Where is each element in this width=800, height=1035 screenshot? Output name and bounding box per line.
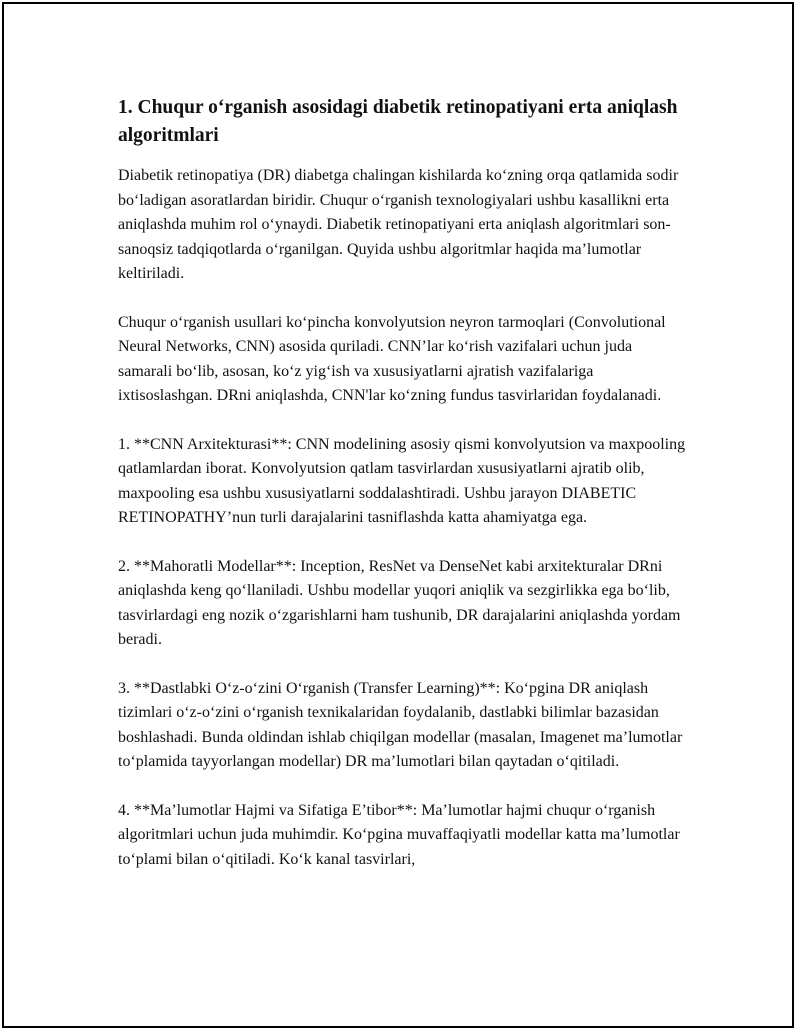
list-item-cnn-architecture: 1. **CNN Arxitekturasi**: CNN modelining asosiy qismi konvolyutsion va maxpooling qatlamlardan iborat. Konvolyutsion qatlam tasvirlardan xususiyatlarni ajratib olib, maxpooling esa ushbu xususiyatlarni soddalashtiradi. Ushbu jarayon DIABETIC RETINOPATHY’nun turli darajalarini tasniflashda katta ahamiyatga ega. bbox=[118, 435, 686, 526]
paragraph-cnn-overview: Chuqur o‘rganish usullari ko‘pincha konvolyutsion neyron tarmoqlari (Convolutional Neural Networks, CNN) asosida quriladi. CNN’lar ko‘rish vazifalari uchun juda samarali bo‘lib, asosan, ko‘z yig‘ish va xususiyatlarni ajratish vazifalariga ixtisoslashgan. DRni aniqlashda, CNN'lar ko‘zning fundus tasvirlaridan foydalanadi. bbox=[118, 313, 666, 404]
list-item-models: 2. **Mahoratli Modellar**: Inception, ResNet va DenseNet kabi arxitekturalar DRni aniqlashda keng qo‘llaniladi. Ushbu modellar yuqori aniqlik va sezgirlikka ega bo‘lib, tasvirlardagi eng nozik o‘zgarishlarni ham tushunib, DR darajalarini aniqlashda yordam beradi. bbox=[118, 557, 681, 648]
list-item-data-volume: 4. **Ma’lumotlar Hajmi va Sifatiga E’tibor**: Ma’lumotlar hajmi chuqur o‘rganish algoritmlari uchun juda muhimdir. Ko‘pgina muvaffaqiyatli modellar katta ma’lumotlar to‘plami bilan o‘qitiladi. Ko‘k kanal tasvirlari, bbox=[118, 801, 680, 868]
document-body bbox=[118, 94, 690, 896]
paragraph-intro: Diabetik retinopatiya (DR) diabetga chalingan kishilarda ko‘zning orqa qatlamida sodir bo‘ladigan asoratlardan biridir. Chuqur o‘rganish texnologiyalari ushbu kasallikni erta aniqlashda muhim rol o‘ynaydi. Diabetik retinopatiyani erta aniqlash algoritmlari son-sanoqsiz tadqiqotlarda o‘rganilgan. Quyida ushbu algoritmlar haqida ma’lumotlar keltiriladi. bbox=[118, 167, 679, 282]
list-item-transfer-learning: 3. **Dastlabki O‘z-o‘zini O‘rganish (Transfer Learning)**: Ko‘pgina DR aniqlash tizimlari o‘z-o‘zini o‘rganish texnikalaridan foydalanib, dastlabki bilimlar bazasidan boshlashadi. Bunda oldindan ishlab chiqilgan modellar (masalan, Imagenet ma’lumotlar to‘plamida tayyorlangan modellar) DR ma’lumotlari bilan qaytadan o‘qitiladi. bbox=[118, 679, 683, 770]
document-title: 1. Chuqur o‘rganish asosidagi diabetik retinopatiyani erta aniqlash algoritmlari bbox=[118, 97, 678, 146]
